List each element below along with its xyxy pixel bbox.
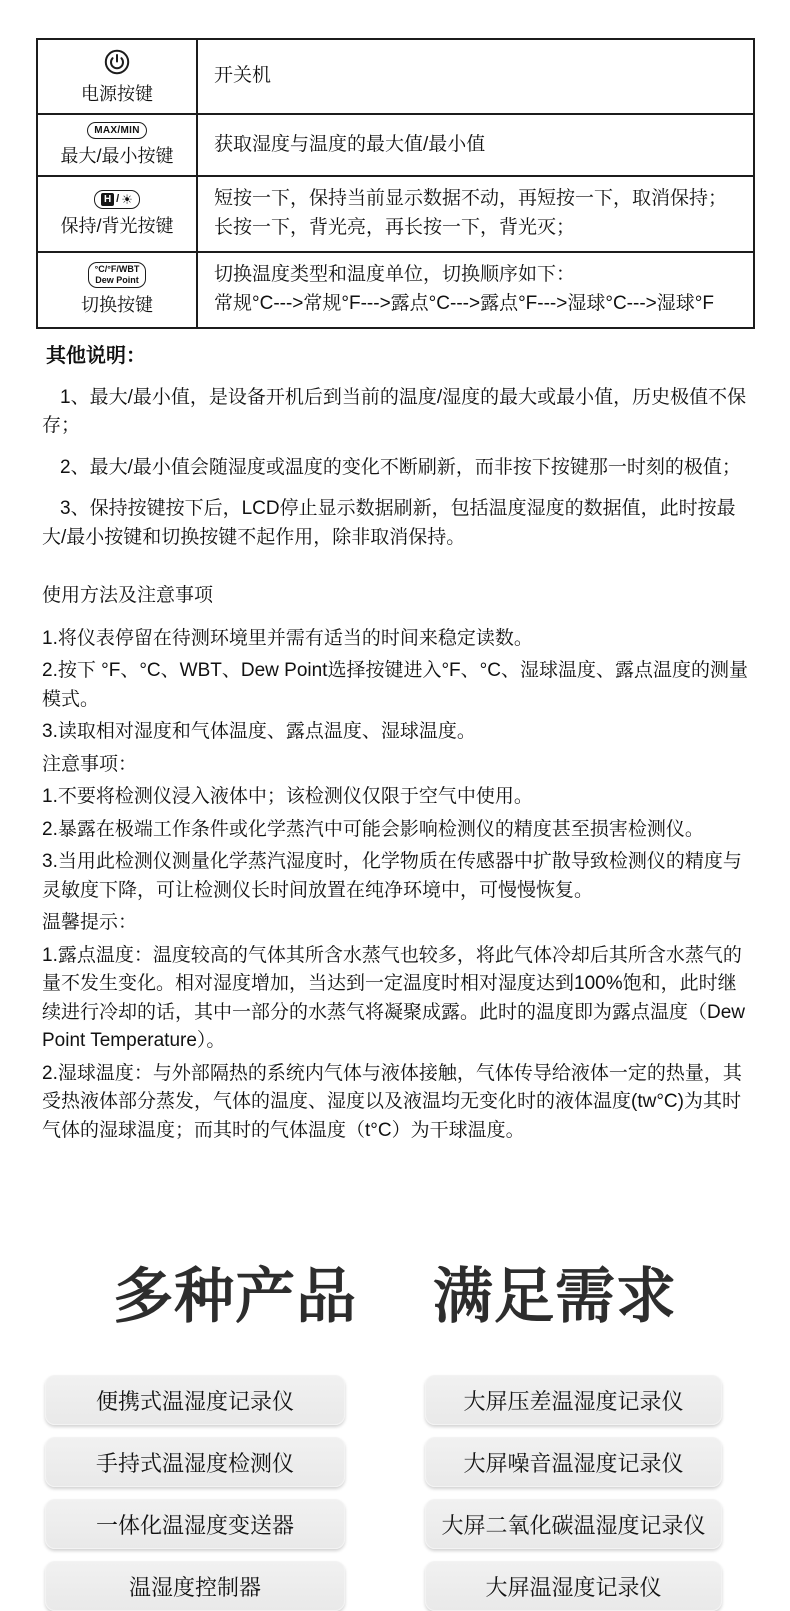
hold-letter-icon: H: [101, 193, 114, 206]
note-item: 3、保持按键按下后，LCD停止显示数据刷新，包括温度湿度的数据值，此时按最大/最小按键和切换按键不起作用，除非取消保持。: [42, 498, 736, 548]
maxmin-icon: MAX/MIN: [87, 122, 146, 139]
table-row-switch: [38, 251, 753, 327]
products-title: [0, 1249, 790, 1335]
separator: /: [116, 193, 120, 206]
product-button-handheld-detector[interactable]: 手持式温湿度检测仪: [45, 1437, 345, 1487]
products-title-part2: 满足需求: [432, 1263, 677, 1330]
product-button-bigscreen-noise-logger[interactable]: 大屏噪音温湿度记录仪: [425, 1437, 722, 1487]
switch-icon-line2: Dew Point: [95, 275, 139, 286]
tips-heading: 温馨提示：: [42, 912, 138, 933]
other-notes-heading: 其他说明：: [46, 344, 146, 367]
description-line: 常规°C--->常规°F--->露点°C--->露点°F--->湿球°C--->湿球°F: [214, 292, 714, 314]
usage-steps: [42, 625, 752, 1146]
button-spec-table: [36, 38, 755, 329]
switch-icon-line1: °C/°F/WBT: [94, 263, 140, 274]
product-button-portable-logger[interactable]: 便携式温湿度记录仪: [45, 1375, 345, 1425]
notice-item: 2.暴露在极端工作条件或化学蒸汽中可能会影响检测仪的精度甚至损害检测仪。: [42, 818, 704, 840]
maxmin-key-cell: [38, 115, 198, 175]
product-grid: [45, 1375, 722, 1611]
usage-step: 3.读取相对湿度和气体温度、露点温度、湿球温度。: [42, 721, 476, 742]
description-line: 获取湿度与温度的最大值/最小值: [214, 133, 486, 155]
hold-key-cell: [38, 177, 198, 251]
note-item: 2、最大/最小值会随湿度或温度的变化不断刷新，而非按下按键那一时刻的极值；: [60, 456, 741, 478]
products-title-part1: 多种产品: [113, 1263, 358, 1330]
key-description: [198, 40, 753, 113]
product-button-bigscreen-co2-logger[interactable]: 大屏二氧化碳温湿度记录仪: [425, 1499, 722, 1549]
notice-heading: 注意事项：: [42, 753, 138, 775]
other-notes-section: [42, 341, 752, 553]
backlight-icon: ☀: [121, 191, 133, 207]
key-label: 保持/背光按键: [60, 215, 174, 236]
tip-item: 1.露点温度：温度较高的气体其所含水蒸气也较多，将此气体冷却后其所含水蒸气的量不发生变化。相对湿度增加，当达到一定温度时相对湿度达到100%饱和，此时继续进行冷却的话，其中一部分的水蒸气将凝聚成露。此时的温度即为露点温度（Dew Point Temperature）。: [42, 944, 746, 1051]
usage-section: [42, 582, 752, 1145]
product-button-humidity-controller[interactable]: 温湿度控制器: [45, 1561, 345, 1611]
key-label: 切换按键: [81, 295, 153, 316]
power-icon: [102, 47, 132, 77]
product-button-bigscreen-pressure-logger[interactable]: 大屏压差温湿度记录仪: [425, 1375, 722, 1425]
description-line: 开关机: [214, 65, 272, 87]
notice-item: 1.不要将检测仪浸入液体中；该检测仪仅限于空气中使用。: [42, 786, 533, 807]
description-line: 短按一下，保持当前显示数据不动，再短按一下，取消保持；: [214, 188, 728, 209]
tip-item: 2.湿球温度：与外部隔热的系统内气体与液体接触，气体传导给液体一定的热量，其受热液体部分蒸发，气体的温度、湿度以及液温均无变化时的液体温度(tw°C)为其时气体的湿球温度；而其时的气体温度（t°C）为干球温度。: [42, 1062, 742, 1141]
hold-backlight-icon: [94, 190, 140, 209]
key-description: [198, 115, 753, 175]
table-row-hold-backlight: [38, 175, 753, 251]
note-item: 1、最大/最小值，是设备开机后到当前的温度/湿度的最大或最小值，历史极值不保存；: [42, 386, 747, 436]
product-button-bigscreen-logger[interactable]: 大屏温湿度记录仪: [425, 1561, 722, 1611]
key-label: 电源按键: [81, 84, 153, 104]
switch-key-cell: [38, 253, 198, 327]
product-button-integrated-transmitter[interactable]: 一体化温湿度变送器: [45, 1499, 345, 1549]
table-row-maxmin: [38, 113, 753, 175]
key-description: [198, 253, 753, 327]
usage-heading: 使用方法及注意事项: [42, 585, 214, 606]
usage-step: 2.按下 °F、°C、WBT、Dew Point选择按键进入°F、°C、湿球温度、露点温度的测量模式。: [42, 660, 748, 710]
table-row-power: [38, 40, 753, 113]
description-line: 切换温度类型和温度单位，切换顺序如下：: [214, 263, 576, 285]
key-label: 最大/最小按键: [60, 146, 174, 166]
usage-step: 1.将仪表停留在待测环境里并需有适当的时间来稳定读数。: [42, 627, 533, 649]
notice-item: 3.当用此检测仪测量化学蒸汽湿度时，化学物质在传感器中扩散导致检测仪的精度与灵敏度下降，可让检测仪长时间放置在纯净环境中，可慢慢恢复。: [42, 851, 742, 901]
key-description: [198, 177, 753, 251]
power-key-cell: [38, 40, 198, 113]
unit-switch-icon: [88, 262, 147, 289]
description-line: 长按一下，背光亮，再长按一下，背光灭；: [214, 216, 576, 238]
